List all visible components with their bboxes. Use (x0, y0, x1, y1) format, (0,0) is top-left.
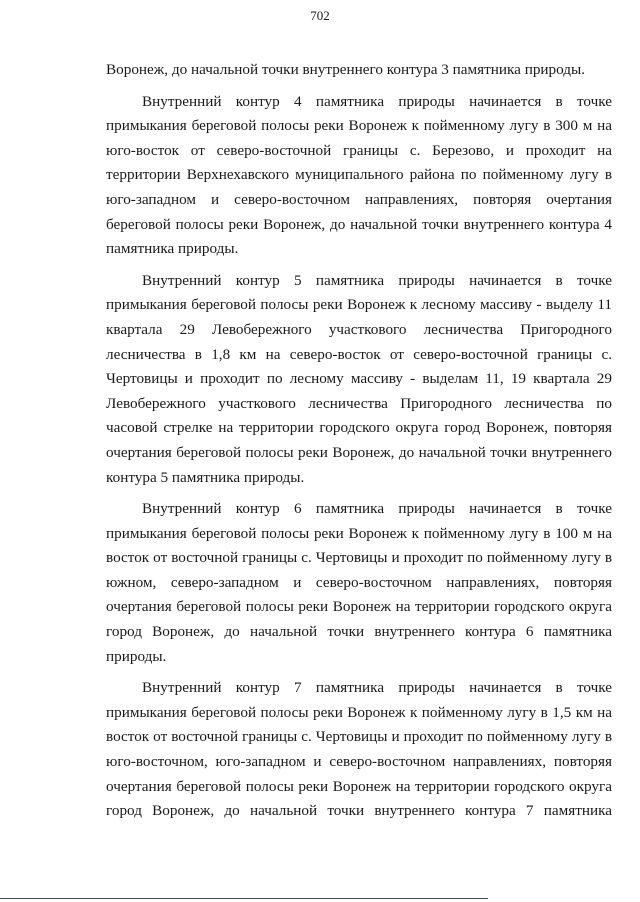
document-body (106, 58, 612, 824)
footer-divider (0, 898, 488, 899)
paragraph-contour-5: Внутренний контур 5 памятника природы начинается в точке примыкания береговой полосы реки Воронеж к лесному массиву - выделу 11 квартала 29 Левобережного участкового лесничества Пригородного лесничества в 1,8 км на северо-восток от северо-восточной границы с. Чертовицы и проходит по лесному массиву - выделам 11, 19 квартала 29 Левобережного участкового лесничества Пригородного лесничества по часовой стрелке на территории городского округа город Воронеж, повторяя очертания береговой полосы реки Воронеж, до начальной точки внутреннего контура 5 памятника природы. (106, 271, 612, 486)
paragraph-contour-4: Внутренний контур 4 памятника природы начинается в точке примыкания береговой полосы реки Воронеж к пойменному лугу в 300 м на юго-восток от северо-восточной границы с. Березово, и проходит на территории Верхнехавского муниципального района по пойменному лугу в юго-западном и северо-восточном направлениях, повторяя очертания береговой полосы реки Воронеж, до начальной точки внутреннего контура 4 памятника природы. (106, 92, 612, 258)
paragraph-contour-6: Внутренний контур 6 памятника природы начинается в точке примыкания береговой полосы реки Воронеж к пойменному лугу в 100 м на восток от восточной границы с. Чертовицы и проходит по пойменному лугу в южном, северо-западном и северо-восточном направлениях, повторяя очертания береговой полосы реки Воронеж на территории городского округа город Воронеж, до начальной точки внутреннего контура 6 памятника природы. (106, 500, 612, 665)
paragraph-continuation: Воронеж, до начальной точки внутреннего контура 3 памятника природы. (106, 61, 586, 78)
paragraph-contour-7: Внутренний контур 7 памятника природы начинается в точке примыкания береговой полосы реки Воронеж к пойменному лугу в 1,5 км на восток от восточной границы с. Чертовицы и проходит по пойменному лугу в юго-восточном, юго-западном и северо-восточном направлениях, повторяя очертания береговой полосы реки Воронеж на территории городского округа город Воронеж, до начальной точки внутреннего контура 7 памятника (106, 679, 612, 820)
page-number: 702 (310, 8, 330, 23)
